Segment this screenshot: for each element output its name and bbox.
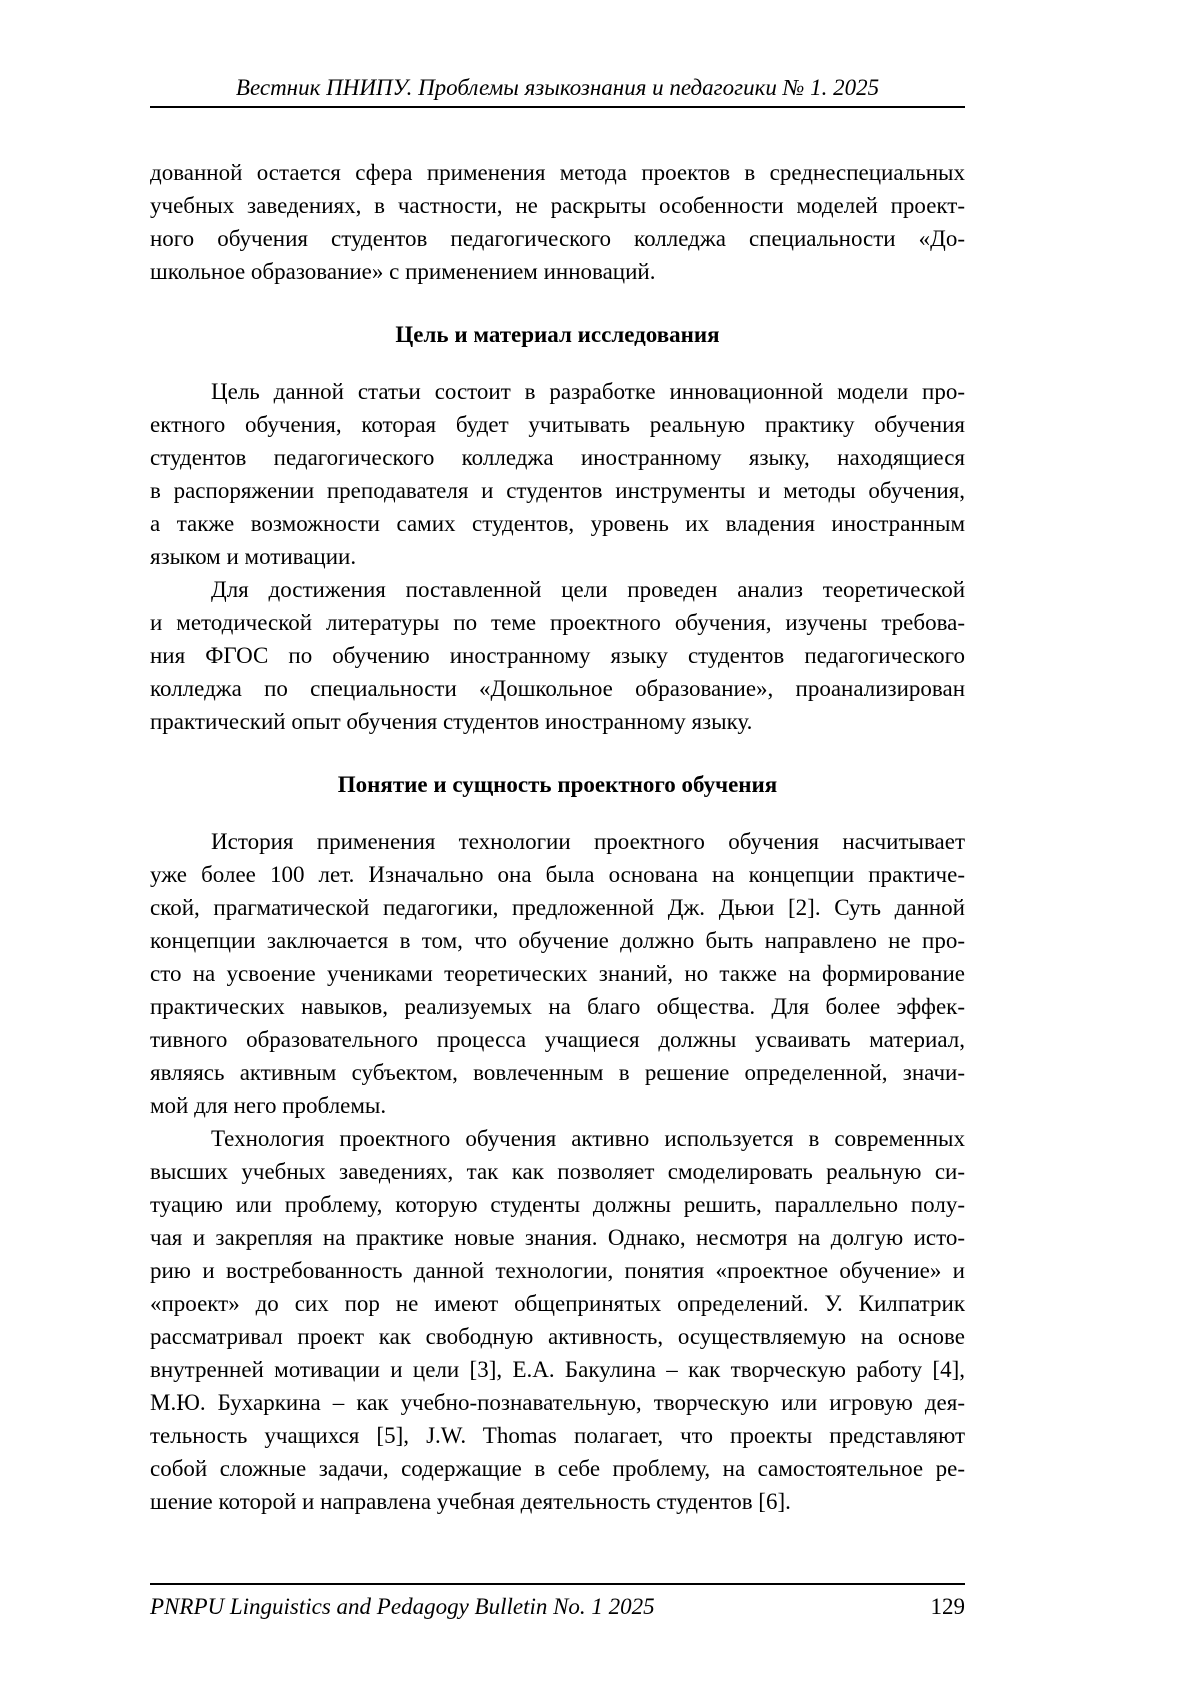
text-line: и методической литературы по теме проектного обучения, изучены требова- [150,610,965,635]
section-heading: Цель и материал исследования [395,322,720,347]
body-paragraph [150,156,965,288]
text-line: рию и востребованность данной технологии, понятия «проектное обучение» и [150,1258,965,1283]
body-paragraph [150,825,965,1122]
text-line: а также возможности самих студентов, уровень их владения иностранным [150,511,965,536]
text-line: ного обучения студентов педагогического колледжа специальности «До- [150,226,965,251]
text-line: Цель данной статьи состоит в разработке инновационной модели про- [211,379,965,404]
page-footer [150,1592,965,1622]
text-line: ния ФГОС по обучению иностранному языку студентов педагогического [150,643,965,668]
text-line: являясь активным субъектом, вовлеченным в решение определенной, значи- [150,1060,965,1085]
text-line: «проект» до сих пор не имеют общепринятых определений. У. Килпатрик [150,1291,965,1316]
text-line: мой для него проблемы. [150,1093,387,1118]
text-line: собой сложные задачи, содержащие в себе проблему, на самостоятельное ре- [150,1456,965,1481]
footer-journal-title: PNRPU Linguistics and Pedagogy Bulletin No. 1 2025 [150,1594,655,1619]
text-line: Технология проектного обучения активно используется в современных [211,1126,965,1151]
text-line: в распоряжении преподавателя и студентов инструменты и методы обучения, [150,478,965,503]
text-line: практический опыт обучения студентов иностранному языку. [150,709,753,734]
body-paragraph [150,1122,965,1518]
text-line: внутренней мотивации и цели [3], Е.А. Бакулина – как творческую работу [4], [150,1357,965,1382]
text-line: колледжа по специальности «Дошкольное образование», проанализирован [150,676,965,701]
section-heading: Понятие и сущность проектного обучения [337,772,778,797]
text-line: шение которой и направлена учебная деятельность студентов [6]. [150,1489,791,1514]
text-line: ской, прагматической педагогики, предложенной Дж. Дьюи [2]. Суть данной [150,895,965,920]
text-line: практических навыков, реализуемых на благо общества. Для более эффек- [150,994,965,1019]
text-line: туацию или проблему, которую студенты должны решить, параллельно полу- [150,1192,965,1217]
text-line: языком и мотивации. [150,544,357,569]
text-line: концепции заключается в том, что обучение должно быть направлено не про- [150,928,965,953]
text-line: История применения технологии проектного обучения насчитывает [211,829,965,854]
text-line: М.Ю. Бухаркина – как учебно-познавательную, творческую или игровую дея- [150,1390,965,1415]
header-rule [150,106,965,108]
body-paragraph [150,375,965,573]
text-line: чая и закрепляя на практике новые знания. Однако, несмотря на долгую исто- [150,1225,965,1250]
text-line: дованной остается сфера применения метода проектов в среднеспециальных [150,160,965,185]
text-line: рассматривал проект как свободную активность, осуществляемую на основе [150,1324,965,1349]
text-line: студентов педагогического колледжа иностранному языку, находящиеся [150,445,965,470]
text-line: тивного образовательного процесса учащиеся должны усваивать материал, [150,1027,965,1052]
text-line: учебных заведениях, в частности, не раскрыты особенности моделей проект- [150,193,965,218]
text-line: уже более 100 лет. Изначально она была основана на концепции практиче- [150,862,965,887]
journal-header: Вестник ПНИПУ. Проблемы языкознания и педагогики № 1. 2025 [235,75,880,100]
page-number: 129 [930,1594,965,1619]
text-line: Для достижения поставленной цели проведен анализ теоретической [211,577,965,602]
footer-rule [150,1583,965,1585]
text-line: школьное образование» с применением инноваций. [150,259,656,284]
body-paragraph [150,573,965,738]
text-line: тельность учащихся [5], J.W. Thomas полагает, что проекты представляют [150,1423,965,1448]
text-line: высших учебных заведениях, так как позволяет смоделировать реальную си- [150,1159,965,1184]
page-body [150,156,965,1518]
text-line: ектного обучения, которая будет учитывать реальную практику обучения [150,412,965,437]
text-line: сто на усвоение учениками теоретических знаний, но также на формирование [150,961,965,986]
